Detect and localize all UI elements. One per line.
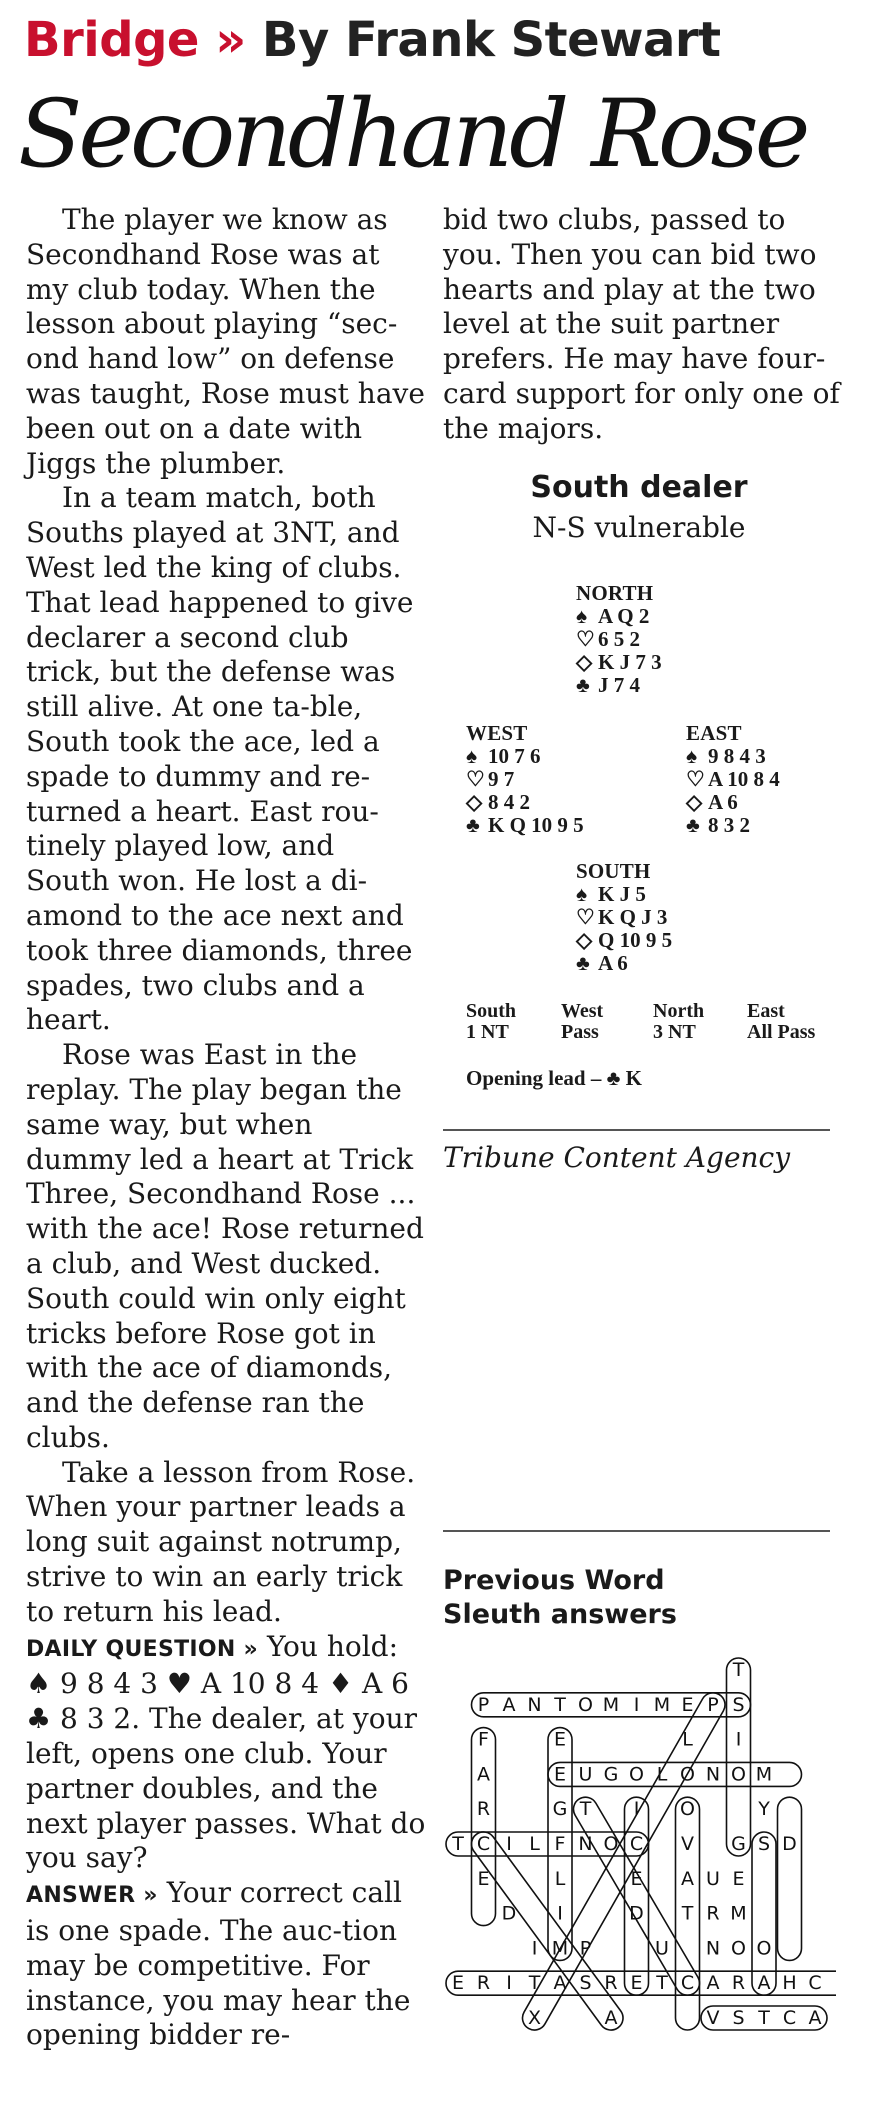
puzzle-letter: A bbox=[706, 1972, 720, 1995]
diamond-icon: ◇ bbox=[576, 650, 593, 674]
bid-value-north: 3 NT bbox=[653, 1021, 696, 1043]
west-diamonds: 8 4 2 bbox=[488, 790, 530, 814]
puzzle-letter: U bbox=[655, 1937, 669, 1960]
puzzle-letter: T bbox=[681, 1902, 694, 1925]
headline: Secondhand Rose bbox=[18, 80, 807, 189]
south-clubs: A 6 bbox=[598, 951, 628, 975]
puzzle-letter: R bbox=[706, 1902, 720, 1925]
bid-west bbox=[561, 1001, 603, 1043]
puzzle-letter: U bbox=[706, 1867, 720, 1890]
puzzle-letter: N bbox=[705, 1763, 721, 1786]
puzzle-letter: T bbox=[656, 1972, 668, 1995]
puzzle-letter: S bbox=[732, 2007, 745, 2029]
north-spades: A Q 2 bbox=[598, 604, 650, 628]
puzzle-letter: I bbox=[506, 1972, 512, 1995]
bid-east bbox=[747, 1001, 815, 1043]
answer-outline bbox=[472, 1728, 496, 1926]
puzzle-letter: G bbox=[603, 1763, 619, 1786]
puzzle-letter: T bbox=[732, 1659, 745, 1681]
credit-line: Tribune Content Agency bbox=[443, 1141, 791, 1174]
north-diamonds: K J 7 3 bbox=[598, 650, 662, 674]
club-icon: ♣ bbox=[686, 813, 700, 837]
puzzle-letter: D bbox=[782, 1833, 797, 1855]
west-clubs: K Q 10 9 5 bbox=[488, 813, 584, 837]
puzzle-letter: M bbox=[755, 1763, 773, 1786]
puzzle-letter: N bbox=[527, 1693, 542, 1716]
east-clubs: 8 3 2 bbox=[708, 813, 750, 837]
club-icon: ♣ bbox=[576, 951, 590, 975]
puzzle-letter: C bbox=[476, 1833, 491, 1855]
continuation-paragraph: bid two clubs, passed to you. Then you can bid two hearts and play at the two level at the suit partner prefers. He may have four-card support for only one of the majors. bbox=[443, 203, 840, 445]
puzzle-letter: O bbox=[629, 1763, 644, 1786]
club-icon: ♣ bbox=[466, 813, 480, 837]
puzzle-letter: V bbox=[706, 2007, 720, 2029]
puzzle-letters bbox=[451, 1659, 821, 2029]
puzzle-letter: G bbox=[731, 1833, 746, 1855]
puzzle-letter: S bbox=[579, 1972, 592, 1995]
bid-value-west: Pass bbox=[561, 1021, 599, 1043]
puzzle-letter: H bbox=[782, 1972, 797, 1995]
puzzle-letter: I bbox=[531, 1937, 538, 1960]
puzzle-letter: F bbox=[478, 1728, 489, 1751]
bid-value-south: 1 NT bbox=[466, 1021, 509, 1043]
puzzle-letter: O bbox=[578, 1693, 593, 1716]
heart-icon: ♡ bbox=[466, 767, 485, 791]
spade-icon: ♠ bbox=[576, 604, 588, 628]
article-left-column bbox=[26, 203, 426, 2053]
spade-icon: ♠ bbox=[576, 882, 588, 906]
opening-lead: Opening lead – ♣ K bbox=[466, 1066, 642, 1090]
puzzle-letter: A bbox=[604, 2007, 618, 2029]
puzzle-letter: C bbox=[629, 1833, 644, 1855]
east-diamonds: A 6 bbox=[708, 790, 738, 814]
answer-outline bbox=[778, 1797, 802, 1960]
puzzle-letter: O bbox=[731, 1763, 746, 1786]
puzzle-letter: O bbox=[603, 1833, 619, 1855]
deal-title: South dealer bbox=[530, 470, 748, 505]
puzzle-letter: T bbox=[528, 1972, 541, 1995]
puzzle-letter: I bbox=[735, 1728, 742, 1751]
north-clubs: J 7 4 bbox=[598, 673, 640, 697]
daily-question bbox=[26, 1630, 426, 1877]
east-hearts: A 10 8 4 bbox=[708, 767, 780, 791]
puzzle-letter: V bbox=[681, 1833, 694, 1855]
club-icon: ♣ bbox=[576, 673, 590, 697]
spade-icon: ♠ bbox=[466, 744, 478, 768]
answer-outline bbox=[625, 1797, 649, 1995]
puzzle-letter: T bbox=[554, 1693, 566, 1716]
puzzle-letter: E bbox=[553, 1763, 567, 1786]
word-sleuth-title-line-1: Previous Word bbox=[443, 1565, 665, 1596]
puzzle-letter: D bbox=[629, 1902, 644, 1925]
puzzle-letter: O bbox=[756, 1937, 772, 1960]
puzzle-letter: R bbox=[604, 1972, 618, 1995]
puzzle-letter: I bbox=[557, 1902, 563, 1925]
north-hand bbox=[576, 582, 662, 697]
puzzle-letter: T bbox=[758, 2007, 770, 2029]
deal-vulnerability: N-S vulnerable bbox=[532, 511, 746, 544]
puzzle-letter: A bbox=[681, 1867, 694, 1890]
bid-south bbox=[466, 1001, 516, 1043]
puzzle-letter: E bbox=[681, 1693, 694, 1716]
puzzle-letter: E bbox=[553, 1728, 567, 1751]
divider bbox=[443, 1530, 830, 1532]
north-hearts: 6 5 2 bbox=[598, 627, 640, 651]
east-spades: 9 8 4 3 bbox=[708, 744, 766, 768]
south-hearts: K Q J 3 bbox=[598, 905, 668, 929]
bid-header-north: North bbox=[653, 1000, 705, 1022]
south-spades: K J 5 bbox=[598, 882, 646, 906]
puzzle-letter: D bbox=[501, 1902, 517, 1925]
puzzle-letter: A bbox=[502, 1693, 516, 1716]
bid-header-west: West bbox=[561, 1000, 604, 1022]
puzzle-letter: S bbox=[732, 1693, 745, 1716]
puzzle-letter: P bbox=[707, 1693, 719, 1716]
puzzle-letter: I bbox=[633, 1798, 640, 1821]
article-right-column bbox=[443, 203, 843, 447]
puzzle-letter: O bbox=[680, 1763, 695, 1786]
answer-label: ANSWER » bbox=[26, 1883, 158, 1909]
puzzle-letter: M bbox=[730, 1902, 747, 1925]
daily-question-text: You hold: ♠ 9 8 4 3 ♥ A 10 8 4 ♦ A 6 ♣ 8 3 2. The dealer, at your left, opens one club. Your partner doubles, and the next player passes. What do you say? bbox=[26, 1629, 426, 1875]
puzzle-letter: S bbox=[757, 1833, 771, 1855]
spade-icon: ♠ bbox=[686, 744, 698, 768]
answer bbox=[26, 1876, 426, 2053]
puzzle-letter: M bbox=[653, 1693, 671, 1716]
puzzle-letter: N bbox=[705, 1937, 721, 1960]
puzzle-letter: P bbox=[477, 1693, 490, 1716]
word-sleuth-title bbox=[443, 1564, 677, 1632]
diamond-icon: ◇ bbox=[466, 790, 483, 814]
column-kicker bbox=[24, 10, 721, 70]
divider bbox=[443, 1129, 830, 1131]
heart-icon: ♡ bbox=[576, 905, 595, 929]
puzzle-letter: O bbox=[731, 1937, 746, 1960]
west-hearts: 9 7 bbox=[488, 767, 515, 791]
puzzle-letter: R bbox=[476, 1798, 491, 1821]
puzzle-letter: E bbox=[630, 1867, 643, 1890]
south-label: SOUTH bbox=[576, 859, 651, 883]
west-spades: 10 7 6 bbox=[488, 744, 541, 768]
paragraph-2: In a team match, both Souths played at 3NT, and West led the king of clubs. That lead happened to give declarer a second club trick, but the defense was still alive. At one ta-ble, South took the ace, led a spade to dummy and re-turned a heart. East rou-tinely played low, and South won. He lost a di-amond to the ace next and took three diamonds, three spades, two clubs and a heart. bbox=[26, 481, 414, 1037]
puzzle-letter: T bbox=[452, 1833, 464, 1855]
bid-north bbox=[653, 1001, 704, 1043]
west-hand bbox=[466, 722, 584, 837]
east-label: EAST bbox=[686, 721, 742, 745]
east-hand bbox=[686, 722, 780, 837]
puzzle-letter: A bbox=[808, 2007, 822, 2029]
word-sleuth-title-line-2: Sleuth answers bbox=[443, 1599, 677, 1630]
puzzle-letter: E bbox=[630, 1972, 643, 1995]
puzzle-letter: R bbox=[731, 1972, 746, 1995]
puzzle-letter: R bbox=[476, 1972, 491, 1995]
puzzle-letter: U bbox=[578, 1763, 593, 1786]
diamond-icon: ◇ bbox=[686, 790, 703, 814]
puzzle-letter: A bbox=[553, 1972, 567, 1995]
bid-header-south: South bbox=[466, 1000, 517, 1022]
heart-icon: ♡ bbox=[686, 767, 705, 791]
puzzle-letter: T bbox=[579, 1798, 592, 1821]
puzzle-letter: C bbox=[782, 2007, 797, 2029]
puzzle-letter: M bbox=[551, 1937, 569, 1960]
puzzle-letter: X bbox=[527, 2007, 542, 2029]
paragraph-4: Take a lesson from Rose. When your partner leads a long suit against notrump, strive to win an early trick to return his lead. bbox=[26, 1455, 416, 1628]
byline: By Frank Stewart bbox=[261, 12, 721, 68]
puzzle-letter: G bbox=[552, 1798, 568, 1821]
puzzle-letter: L bbox=[529, 1833, 540, 1855]
bid-header-east: East bbox=[747, 1000, 785, 1022]
south-diamonds: Q 10 9 5 bbox=[598, 928, 673, 952]
puzzle-letter: E bbox=[451, 1972, 465, 1995]
puzzle-letter: O bbox=[680, 1798, 695, 1821]
daily-question-label: DAILY QUESTION » bbox=[26, 1636, 259, 1662]
puzzle-letter: E bbox=[477, 1867, 490, 1890]
puzzle-letter: L bbox=[554, 1867, 566, 1890]
puzzle-letter: M bbox=[602, 1693, 620, 1716]
puzzle-letter: I bbox=[633, 1693, 640, 1716]
paragraph-3: Rose was East in the replay. The play began the same way, but when dummy led a heart at Trick Three, Secondhand Rose ... with the ace! Rose returned a club, and West ducked. South could win only eight tricks before Rose got in with the ace of diamonds, and the defense ran the clubs. bbox=[26, 1038, 424, 1454]
puzzle-letter: C bbox=[808, 1972, 822, 1995]
puzzle-letter: E bbox=[732, 1867, 745, 1890]
puzzle-letter: I bbox=[506, 1833, 512, 1855]
puzzle-letter: L bbox=[656, 1763, 668, 1786]
puzzle-letter: C bbox=[680, 1972, 695, 1995]
puzzle-letter: A bbox=[477, 1763, 490, 1786]
puzzle-letter: P bbox=[579, 1937, 592, 1960]
puzzle-letter: Y bbox=[758, 1798, 770, 1821]
south-hand bbox=[576, 860, 672, 975]
west-label: WEST bbox=[466, 721, 528, 745]
diamond-icon: ◇ bbox=[576, 928, 593, 952]
puzzle-letter: L bbox=[682, 1728, 693, 1751]
north-label: NORTH bbox=[576, 581, 654, 605]
paragraph-1: The player we know as Secondhand Rose was at my club today. When the lesson about playing “sec-ond hand low” on defense was taught, Rose must have been out on a date with Jiggs the plumber. bbox=[26, 203, 425, 480]
answer-text: Your correct call is one spade. The auc-tion may be competitive. For instance, you may hear the opening bidder re- bbox=[26, 1876, 411, 2052]
heart-icon: ♡ bbox=[576, 627, 595, 651]
puzzle-letter: A bbox=[757, 1972, 771, 1995]
puzzle-letter: F bbox=[554, 1833, 566, 1855]
puzzle-letter: N bbox=[578, 1833, 593, 1855]
bid-value-east: All Pass bbox=[747, 1021, 816, 1043]
word-sleuth-puzzle bbox=[436, 1640, 836, 2110]
answer-outline bbox=[727, 1658, 751, 1856]
section-label: Bridge » bbox=[24, 12, 246, 68]
